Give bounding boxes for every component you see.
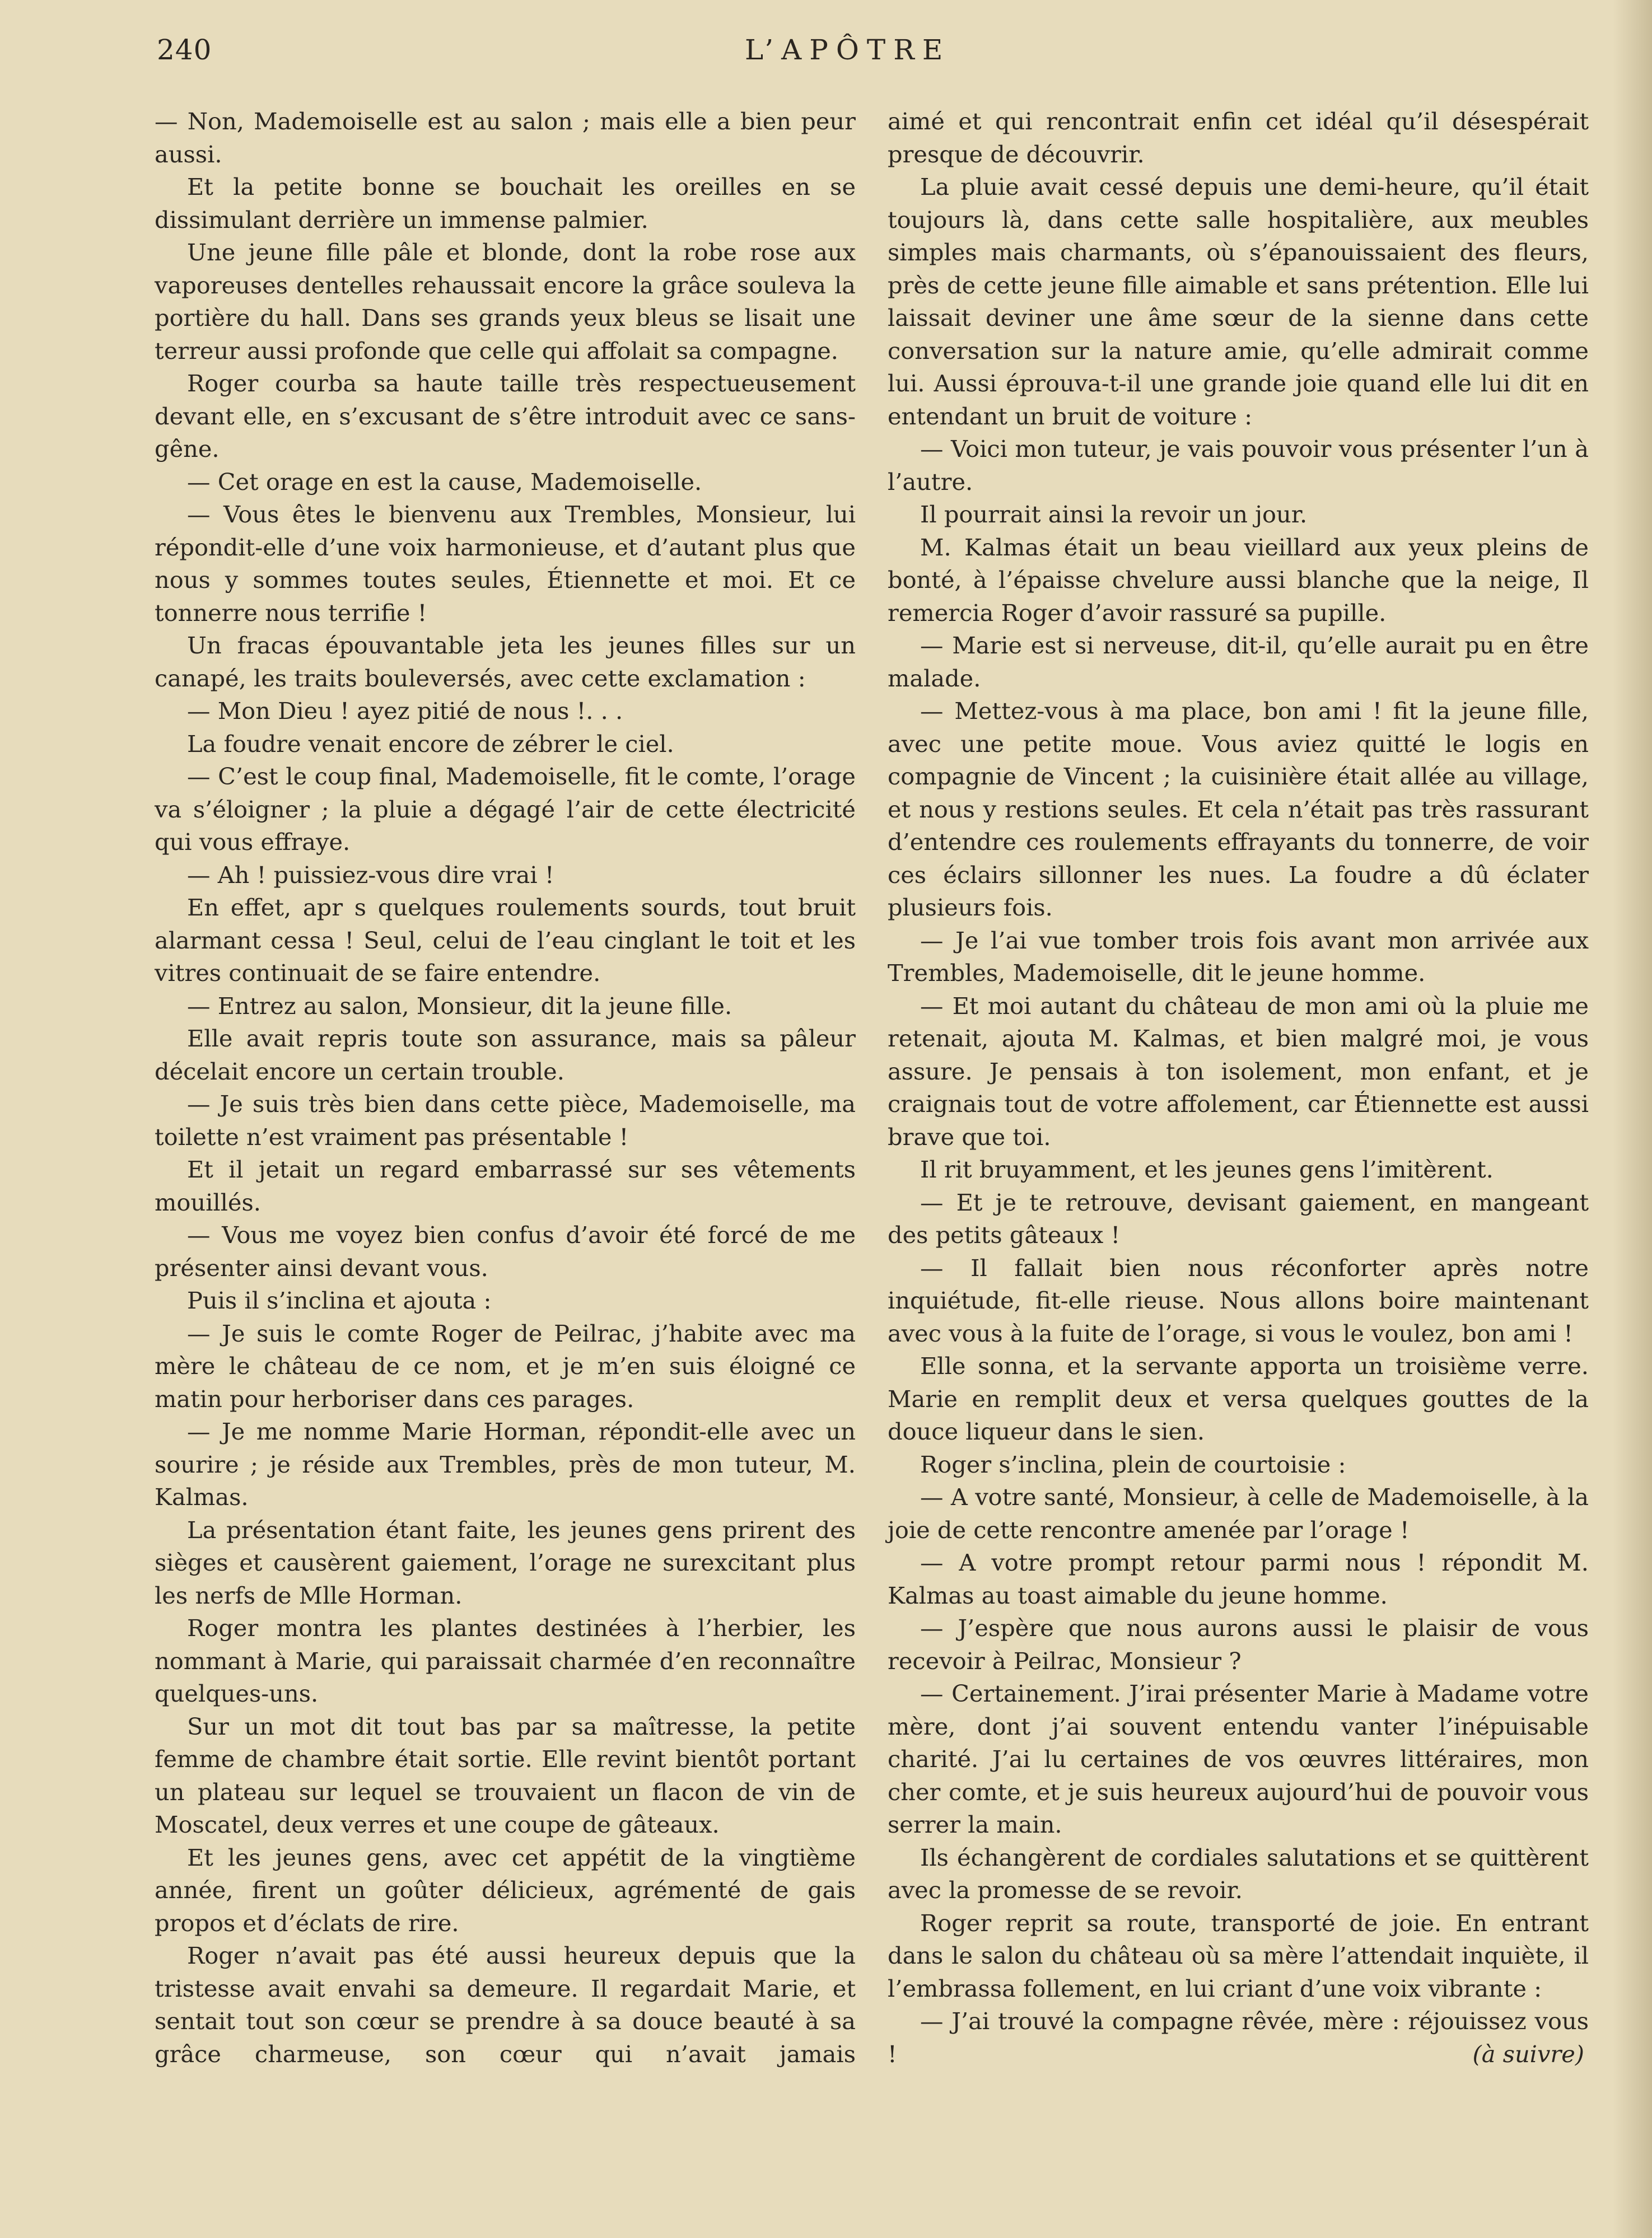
paragraph: — Je l’ai vue tomber trois fois avant mon arrivée aux Trembles, Mademoiselle, dit le jeune homme. (888, 926, 1589, 987)
paragraph: — J’espère que nous aurons aussi le plaisir de vous recevoir à Peilrac, Monsieur ? (888, 1614, 1589, 1675)
paragraph: Puis il s’inclina et ajouta : (187, 1287, 492, 1314)
continuation-note: (à suivre) (1472, 2040, 1584, 2068)
paragraph: Un fracas épouvantable jeta les jeunes filles sur un canapé, les traits bouleversés, avec cette exclamation : (155, 632, 856, 692)
paragraph: aimé et qui rencontrait enfin cet idéal qu’il désespérait presque de découvrir. (888, 108, 1589, 168)
paragraph: — Non, Mademoiselle est au salon ; mais elle a bien peur aussi. (155, 108, 856, 168)
left-column (155, 105, 856, 2071)
paragraph: Roger n’avait pas été aussi heureux depuis que la tristesse avait envahi sa demeure. Il regardait Marie, et sentait tout son cœur se prendre à sa douce beauté à sa grâce charmeuse, son cœur qui n’avait jamais (155, 1942, 856, 2068)
paragraph: Ils échangèrent de cordiales salutations et se quittèrent avec la promesse de se revoir. (888, 1843, 1589, 1904)
paragraph: La présentation étant faite, les jeunes gens prirent des sièges et causèrent gaiement, l’orage ne surexcitant plus les nerfs de Mlle Horman. (155, 1516, 856, 1609)
paragraph: Elle avait repris toute son assurance, mais sa pâleur décelait encore un certain trouble. (155, 1025, 856, 1085)
page-edge-shadow (1613, 0, 1652, 2238)
paragraph: M. Kalmas était un beau vieillard aux yeux pleins de bonté, à l’épaisse chvelure aussi blanche que la neige, Il remercia Roger d’avoir rassuré sa pupille. (888, 533, 1589, 627)
paragraph: — Vous me voyez bien confus d’avoir été forcé de me présenter ainsi devant vous. (155, 1221, 856, 1282)
paragraph: Roger montra les plantes destinées à l’herbier, les nommant à Marie, qui paraissait charmée d’en reconnaître quelques-uns. (155, 1614, 856, 1707)
paragraph: — Et moi autant du château de mon ami où la pluie me retenait, ajouta M. Kalmas, et bien malgré moi, je vous assure. Je pensais à ton isolement, mon enfant, et je craignais tout de votre affolement, car Étiennette est aussi brave que toi. (888, 992, 1589, 1151)
paragraph: — A votre santé, Monsieur, à celle de Mademoiselle, à la joie de cette rencontre amenée par l’orage ! (888, 1483, 1589, 1544)
paragraph: Il pourrait ainsi la revoir un jour. (920, 501, 1308, 528)
paragraph: — Je me nomme Marie Horman, répondit-elle avec un sourire ; je réside aux Trembles, près de mon tuteur, M. Kalmas. (155, 1418, 856, 1511)
paragraph: — Voici mon tuteur, je vais pouvoir vous présenter l’un à l’autre. (888, 435, 1589, 496)
paragraph: Sur un mot dit tout bas par sa maîtresse, la petite femme de chambre était sortie. Elle revint bientôt portant un plateau sur lequel se trouvaient un flacon de vin de Moscatel, deux verres et une coupe de gâteaux. (155, 1712, 856, 1838)
paragraph: Il rit bruyamment, et les jeunes gens l’imitèrent. (920, 1156, 1494, 1183)
paragraph: — Il fallait bien nous réconforter après notre inquiétude, fit-elle rieuse. Nous allons boire maintenant avec vous à la fuite de l’orage, si vous le voulez, bon ami ! (888, 1254, 1589, 1347)
paragraph: — A votre prompt retour parmi nous ! répondit M. Kalmas au toast aimable du jeune homme. (888, 1549, 1589, 1609)
paragraph: — Entrez au salon, Monsieur, dit la jeune fille. (187, 992, 732, 1020)
paragraph: Roger courba sa haute taille très respectueusement devant elle, en s’excusant de s’être introduit avec ce sans-gêne. (155, 370, 856, 462)
paragraph: — Mon Dieu ! ayez pitié de nous !. . . (187, 697, 623, 725)
paragraph: — Certainement. J’irai présenter Marie à Madame votre mère, dont j’ai souvent entendu vanter l’inépuisable charité. J’ai lu certaines de vos œuvres littéraires, mon cher comte, et je suis heureux aujourd’hui de pouvoir vous serrer la main. (888, 1680, 1589, 1838)
paragraph: Une jeune fille pâle et blonde, dont la robe rose aux vaporeuses dentelles rehaussait encore la grâce souleva la portière du hall. Dans ses grands yeux bleus se lisait une terreur aussi profonde que celle qui affolait sa compagne. (155, 239, 856, 365)
paragraph: — Ah ! puissiez-vous dire vrai ! (187, 861, 554, 889)
paragraph: Et les jeunes gens, avec cet appétit de la vingtième année, firent un goûter délicieux, agrémenté de gais propos et d’éclats de rire. (155, 1843, 856, 1937)
page-header (157, 29, 997, 74)
paragraph: — C’est le coup final, Mademoiselle, fit le comte, l’orage va s’éloigner ; la pluie a dégagé l’air de cette électricité qui vous effraye. (155, 763, 856, 856)
paragraph-text: — J’ai trouvé la compagne rêvée, mère : réjouissez vous ! (888, 2007, 1589, 2068)
paragraph: En effet, apr s quelques roulements sourds, tout bruit alarmant cessa ! Seul, celui de l’eau cinglant le toit et les vitres continuait de se faire entendre. (155, 894, 856, 987)
paragraph: — Mettez-vous à ma place, bon ami ! fit la jeune fille, avec une petite moue. Vous aviez quitté le logis en compagnie de Vincent ; la cuisinière était allée au village, et nous y restions seules. Et cela n’était pas très rassurant d’entendre ces roulements effrayants du tonnerre, de voir ces éclairs sillonner les nues. La foudre a dû éclater plusieurs fois. (888, 697, 1589, 921)
paragraph: Roger reprit sa route, transporté de joie. En entrant dans le salon du château où sa mère l’attendait inquiète, il l’embrassa follement, en lui criant d’une voix vibrante : (888, 1909, 1589, 2002)
paragraph: — Et je te retrouve, devisant gaiement, en mangeant des petits gâteaux ! (888, 1188, 1589, 1249)
paragraph: La pluie avait cessé depuis une demi-heure, qu’il était toujours là, dans cette salle hospitalière, aux meubles simples mais charmants, où s’épanouissaient des fleurs, près de cette jeune fille aimable et sans prétention. Elle lui laissait deviner une âme sœur de la sienne dans cette conversation sur la nature amie, qu’elle admirait comme lui. Aussi éprouva-t-il une grande joie quand elle lui dit en entendant un bruit de voiture : (888, 173, 1589, 430)
paragraph: La foudre venait encore de zébrer le ciel. (187, 730, 674, 758)
paragraph: — Vous êtes le bienvenu aux Trembles, Monsieur, lui répondit-elle d’une voix harmonieuse, et d’autant plus que nous y sommes toutes seules, Étiennette et moi. Et ce tonnerre nous terrifie ! (155, 501, 856, 627)
paragraph: — Je suis très bien dans cette pièce, Mademoiselle, ma toilette n’est vraiment pas présentable ! (155, 1090, 856, 1151)
paragraph: — Marie est si nerveuse, dit-il, qu’elle aurait pu en être malade. (888, 632, 1589, 692)
final-paragraph (888, 2005, 1589, 2071)
paragraph: Et il jetait un regard embarrassé sur ses vêtements mouillés. (155, 1156, 856, 1216)
paragraph: Et la petite bonne se bouchait les oreilles en se dissimulant derrière un immense palmier. (155, 173, 856, 233)
paragraph: — Je suis le comte Roger de Peilrac, j’habite avec ma mère le château de ce nom, et je m’en suis éloigné ce matin pour herboriser dans ces parages. (155, 1319, 856, 1413)
page-number: 240 (157, 34, 212, 66)
running-title: L’APÔTRE (745, 34, 951, 66)
paragraph: Elle sonna, et la servante apporta un troisième verre. Marie en remplit deux et versa quelques gouttes de la douce liqueur dans le sien. (888, 1352, 1589, 1445)
paragraph: — Cet orage en est la cause, Mademoiselle. (187, 468, 702, 496)
paragraph: Roger s’inclina, plein de courtoisie : (920, 1450, 1346, 1478)
right-column (888, 105, 1589, 2071)
